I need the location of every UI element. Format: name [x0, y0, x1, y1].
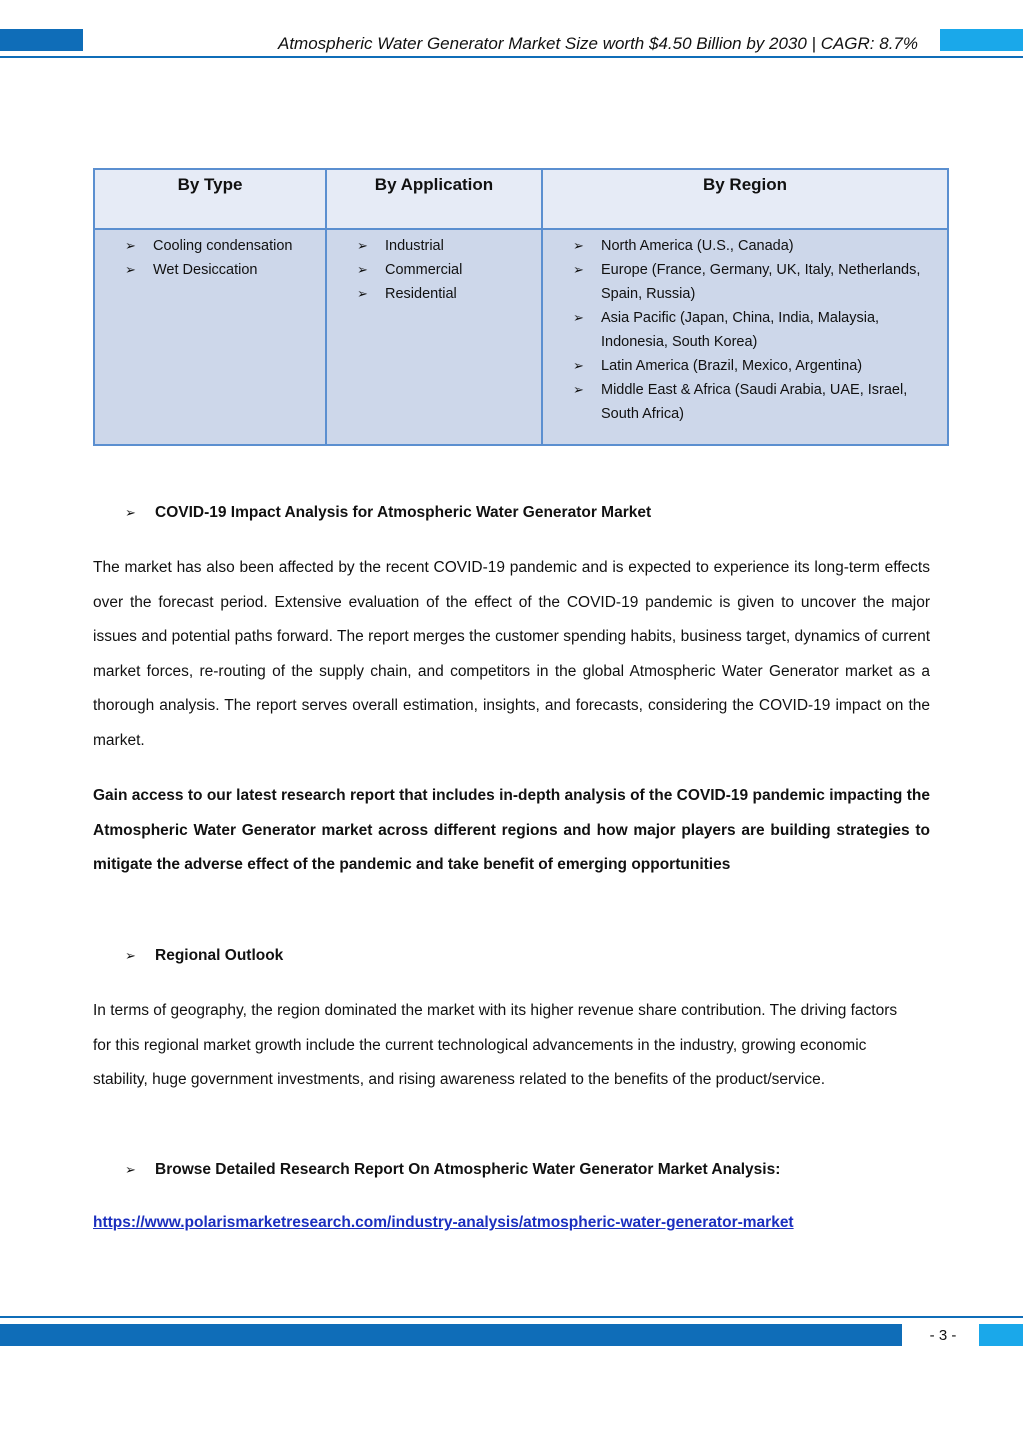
column-heading-type: By Type [94, 169, 326, 229]
regional-heading [125, 945, 283, 967]
table-header-row [94, 169, 948, 229]
page-number: - 3 - [929, 1327, 957, 1344]
footer-rule [0, 1316, 1023, 1318]
covid-paragraph: The market has also been affected by the recent COVID-19 pandemic and is expected to experience its long-term effects over the forecast period. Extensive evaluation of the effect of the COVID-19 pandemic is given to uncover the major issues and potential paths forward. The report merges the customer spending habits, business target, dynamics of current market forces, re-routing of the supply chain, and competitors in the global Atmospheric Water Generator market as a thorough analysis. The report serves overall estimation, insights, and forecasts, considering the COVID-19 impact on the market. [93, 559, 930, 749]
footer-accent-right [979, 1324, 1023, 1346]
list-item: ➢ Wet Desiccation [125, 258, 315, 282]
regional-heading-text: Regional Outlook [155, 947, 284, 964]
header-accent-right [940, 29, 1023, 51]
region-list [573, 234, 937, 426]
arrow-bullet-icon: ➢ [125, 948, 136, 963]
list-item: ➢ North America (U.S., Canada) [573, 234, 937, 258]
arrow-bullet-icon: ➢ [357, 262, 368, 277]
regional-paragraph: In terms of geography, the region dominated the market with its higher revenue share contribution. The driving factors for this regional market growth include the current technological advancements in the industry, growing economic stability, huge government investments, and rising awareness related to the benefits of the product/service. [93, 1002, 898, 1089]
footer-bar [0, 1324, 902, 1346]
region-cell [542, 229, 948, 445]
arrow-bullet-icon: ➢ [125, 238, 136, 253]
header-rule [0, 56, 1023, 58]
application-list [357, 234, 531, 306]
list-item: ➢ Cooling condensation [125, 234, 315, 258]
list-item: ➢ Asia Pacific (Japan, China, India, Malaysia, Indonesia, South Korea) [573, 306, 937, 354]
segmentation-table [93, 168, 949, 446]
browse-heading [125, 1159, 780, 1181]
list-item: ➢ Europe (France, Germany, UK, Italy, Netherlands, Spain, Russia) [573, 258, 937, 306]
page-header-title: Atmospheric Water Generator Market Size worth $4.50 Billion by 2030 | CAGR: 8.7% [278, 34, 918, 53]
arrow-bullet-icon: ➢ [125, 1162, 136, 1177]
type-cell [94, 229, 326, 445]
list-item: ➢ Industrial [357, 234, 531, 258]
arrow-bullet-icon: ➢ [357, 286, 368, 301]
type-list [125, 234, 315, 282]
arrow-bullet-icon: ➢ [573, 358, 584, 373]
application-cell [326, 229, 542, 445]
browse-heading-text: Browse Detailed Research Report On Atmospheric Water Generator Market Analysis: [155, 1161, 781, 1178]
column-heading-application: By Application [326, 169, 542, 229]
arrow-bullet-icon: ➢ [573, 262, 584, 277]
list-item: ➢ Commercial [357, 258, 531, 282]
covid-callout: Gain access to our latest research report that includes in-depth analysis of the COVID-19 pandemic impacting the Atmospheric Water Generator market across different regions and how major players are building strategies to mitigate the adverse effect of the pandemic and take benefit of emerging opportunities [93, 787, 930, 874]
column-heading-region: By Region [542, 169, 948, 229]
arrow-bullet-icon: ➢ [573, 238, 584, 253]
list-item: ➢ Latin America (Brazil, Mexico, Argentina) [573, 354, 937, 378]
arrow-bullet-icon: ➢ [573, 310, 584, 325]
arrow-bullet-icon: ➢ [573, 382, 584, 397]
covid-heading-text: COVID-19 Impact Analysis for Atmospheric Water Generator Market [155, 504, 652, 521]
list-item: ➢ Residential [357, 282, 531, 306]
arrow-bullet-icon: ➢ [357, 238, 368, 253]
report-link[interactable]: https://www.polarismarketresearch.com/industry-analysis/atmospheric-water-generator-market [93, 1214, 794, 1231]
list-item: ➢ Middle East & Africa (Saudi Arabia, UAE, Israel, South Africa) [573, 378, 937, 426]
covid-heading [125, 502, 651, 524]
table-row [94, 229, 948, 445]
arrow-bullet-icon: ➢ [125, 262, 136, 277]
arrow-bullet-icon: ➢ [125, 505, 136, 520]
